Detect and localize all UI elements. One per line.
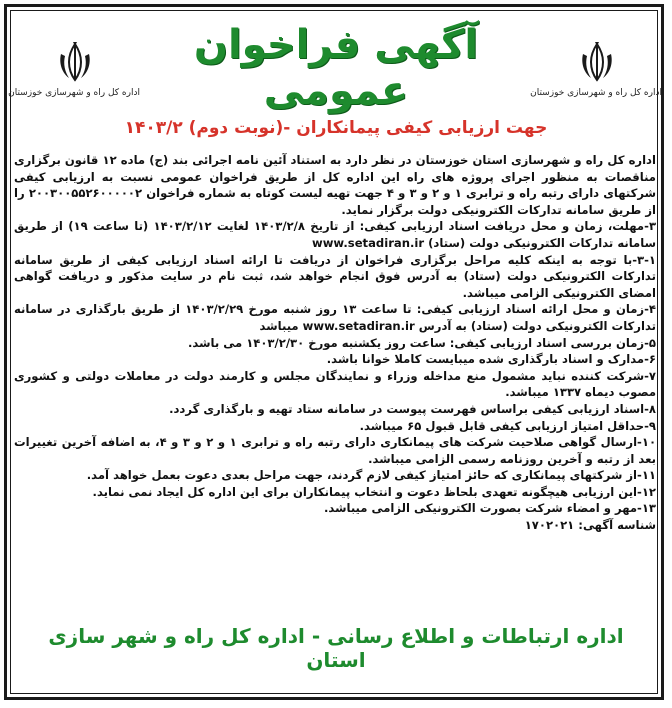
iran-emblem-icon	[575, 40, 619, 84]
body-paragraph: ۹-حداقل امتیاز ارزیابی کیفی قابل قبول ۶۵ میباشد.	[359, 418, 656, 433]
body-paragraph: ۶-مدارک و اسناد بارگذاری شده میبایست کاملا خوانا باشد.	[326, 352, 656, 367]
body-paragraph: ۳-مهلت، زمان و محل دریافت اسناد ارزیابی کیفی: از تاریخ ۱۴۰۳/۲/۸ لغایت ۱۴۰۳/۲/۱۲ (تا ساعت ۱۹) از طریق سامانه تدارکات الکترونیکی دولت (ستاد) www.setadiran.ir	[14, 219, 657, 250]
notice-id: شناسه آگهی: ۱۷۰۲۰۲۱	[524, 518, 656, 533]
body-paragraph: ۳-۱-با توجه به اینکه کلیه مراحل برگزاری فراخوان از دریافت تا ارائه اسناد ارزیابی کیفی از طریق سامانه تدارکات الکترونیکی دولت (ستاد) به آدرس فوق انجام خواهد شد، ثبت نام در سایت مذکور و دریافت گواهی امضای الکترونیکی الزامی میباشد.	[14, 252, 656, 300]
body-paragraph: ۵-زمان بررسی اسناد ارزیابی کیفی: ساعت روز یکشنبه مورخ ۱۴۰۳/۲/۳۰ می باشد.	[188, 335, 656, 350]
emblem-right	[532, 40, 662, 98]
emblem-left	[10, 40, 140, 98]
notice-footer: اداره ارتباطات و اطلاع رسانی - اداره کل راه و شهر سازی استان	[48, 624, 624, 672]
iran-emblem-icon	[53, 40, 97, 84]
emblem-caption-right: اداره کل راه و شهرسازی خوزستان	[530, 88, 662, 98]
body-paragraph: ۱۱-از شرکتهای پیمانکاری که حائز امتیاز کیفی لازم گردند، جهت مراحل بعدی دعوت بعمل خواهد آمد.	[86, 468, 656, 483]
body-paragraph: ۱۲-این ارزیابی هیچگونه تعهدی بلحاظ دعوت و انتخاب پیمانکاران برای این اداره کل ایجاد نمی نماید.	[92, 484, 656, 499]
body-paragraph: ۷-شرکت کننده نباید مشمول منع مداخله وزراء و نمایندگان مجلس و کارمند دولت در معاملات دولتی و کشوری مصوب دیماه ۱۳۳۷ میباشد.	[14, 368, 656, 400]
body-paragraph: اداره کل راه و شهرسازی استان خوزستان در نظر دارد به استناد آئین نامه اجرائی بند (ج) ماده ۱۲ قانون برگزاری مناقصات به منظور اجرای پروژه های راه این اداره کل از طریق فراخوان عمومی نسبت به ارزیابی کیفی شرکتهای دارای رتبه راه و ترابری ۱ و ۲ و ۳ و ۴ جهت تهیه لیست کوتاه به شماره فراخوان ۲۰۰۳۰۰۵۵۲۶۰۰۰۰۰۲ را از طریق سامانه تدارکات الکترونیکی دولت برگزار نماید.	[14, 153, 657, 217]
body-paragraph: ۱۰-ارسال گواهی صلاحیت شرکت های پیمانکاری دارای رتبه راه و ترابری ۱ و ۲ و ۳ و ۴، به اضافه آخرین تغییرات بعد از رتبه و آخرین روزنامه رسمی الزامی میباشد.	[14, 435, 657, 466]
notice-title: آگهی فراخوان عمومی	[193, 22, 479, 114]
emblem-caption-left: اداره کل راه و شهرسازی خوزستان	[8, 88, 140, 98]
notice-body	[14, 152, 656, 534]
body-paragraph: ۴-زمان و محل ارائه اسناد ارزیابی کیفی: تا ساعت ۱۳ روز شنبه مورخ ۱۴۰۳/۲/۲۹ از طریق بارگذاری در سامانه تدارکات الکترونیکی دولت (ستاد) به آدرس www.setadiran.ir میباشد	[14, 302, 656, 333]
body-paragraph: ۸-اسناد ارزیابی کیفی براساس فهرست پیوست در سامانه ستاد تهیه و بارگذاری گردد.	[169, 401, 656, 416]
body-paragraph: ۱۳-مهر و امضاء شرکت بصورت الکترونیکی الزامی میباشد.	[323, 501, 656, 516]
notice-subtitle: جهت ارزیابی کیفی پیمانکاران -(نوبت دوم) ۱۴۰۳/۲	[124, 118, 548, 138]
